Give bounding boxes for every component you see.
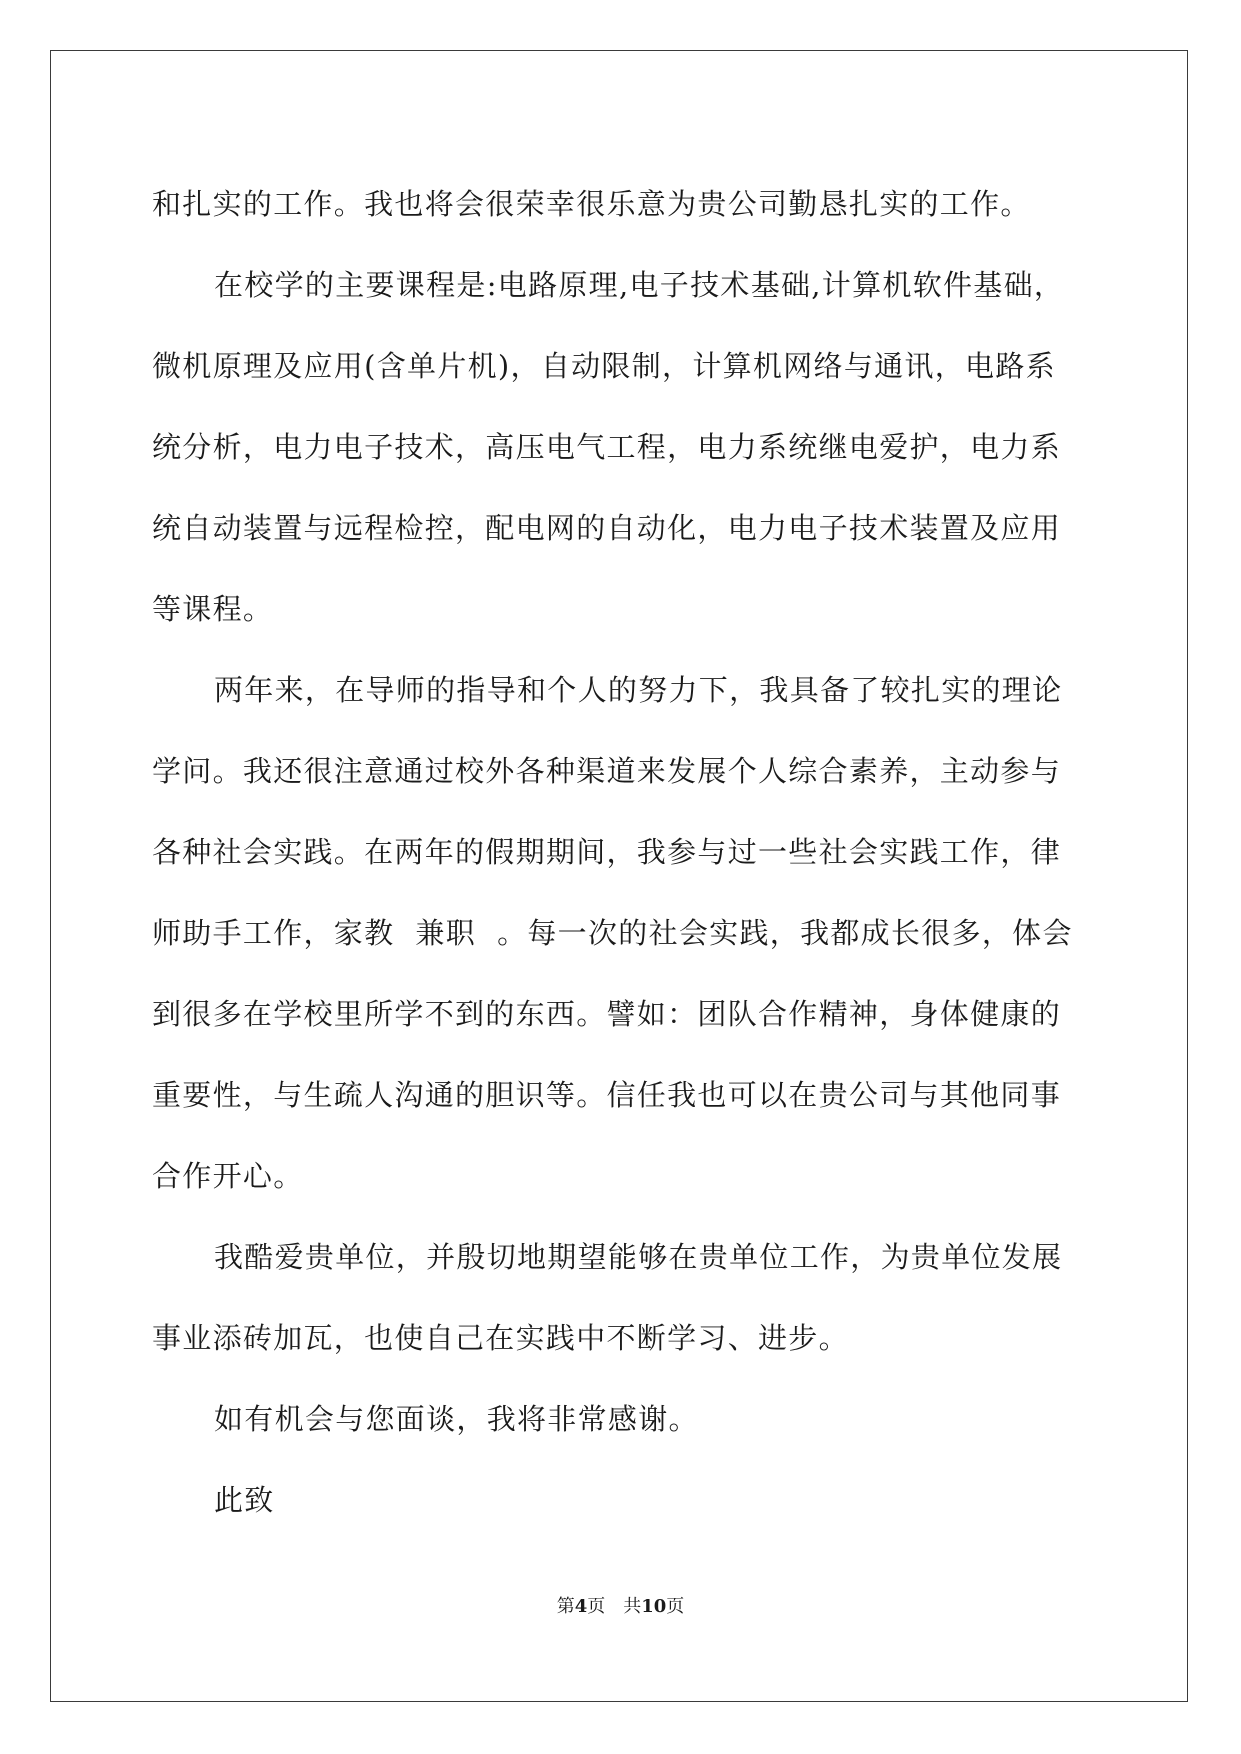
text-line: 师助手工作，家教 兼职 。每一次的社会实践，我都成长很多，体会 xyxy=(152,916,1073,950)
text-line: 如有机会与您面谈，我将非常感谢。 xyxy=(214,1402,699,1436)
paragraph-courses xyxy=(152,245,1088,650)
text-line: 学问。我还很注意通过校外各种渠道来发展个人综合素养，主动参与 xyxy=(152,754,1062,788)
page-prefix: 第 xyxy=(556,1596,575,1617)
page-total: 10 xyxy=(641,1596,667,1617)
text-line: 到很多在学校里所学不到的东西。譬如：团队合作精神，身体健康的 xyxy=(152,997,1062,1031)
paragraph-interview xyxy=(152,1379,1088,1460)
page-suffix: 页 xyxy=(587,1596,606,1617)
document-body xyxy=(152,164,1088,1541)
total-suffix: 页 xyxy=(666,1596,685,1617)
page-current: 4 xyxy=(574,1596,588,1617)
text-line: 在校学的主要课程是:电路原理,电子技术基础,计算机软件基础， xyxy=(214,268,1065,302)
paragraph-experience xyxy=(152,650,1088,1217)
paragraph-aspiration xyxy=(152,1217,1088,1379)
page-footer xyxy=(0,1592,1241,1618)
total-prefix: 共 xyxy=(623,1596,642,1617)
text-line: 各种社会实践。在两年的假期期间，我参与过一些社会实践工作，律 xyxy=(152,835,1062,869)
text-line: 我酷爱贵单位，并殷切地期望能够在贵单位工作，为贵单位发展 xyxy=(214,1240,1063,1274)
text-line: 等课程。 xyxy=(152,592,274,626)
text-line: 合作开心。 xyxy=(152,1159,304,1193)
text-line: 两年来，在导师的指导和个人的努力下，我具备了较扎实的理论 xyxy=(214,673,1063,707)
text-line: 和扎实的工作。我也将会很荣幸很乐意为贵公司勤恳扎实的工作。 xyxy=(152,187,1031,221)
paragraph-closing xyxy=(152,1460,1088,1541)
text-line: 统分析，电力电子技术，高压电气工程，电力系统继电爱护，电力系 xyxy=(152,430,1062,464)
text-line: 微机原理及应用(含单片机)，自动限制，计算机网络与通讯，电路系 xyxy=(152,349,1056,383)
text-line: 事业添砖加瓦，也使自己在实践中不断学习、进步。 xyxy=(152,1321,849,1355)
paragraph-continuation xyxy=(152,164,1088,245)
text-line: 此致 xyxy=(214,1483,275,1517)
text-line: 统自动装置与远程检控，配电网的自动化，电力电子技术装置及应用 xyxy=(152,511,1062,545)
text-line: 重要性，与生疏人沟通的胆识等。信任我也可以在贵公司与其他同事 xyxy=(152,1078,1062,1112)
